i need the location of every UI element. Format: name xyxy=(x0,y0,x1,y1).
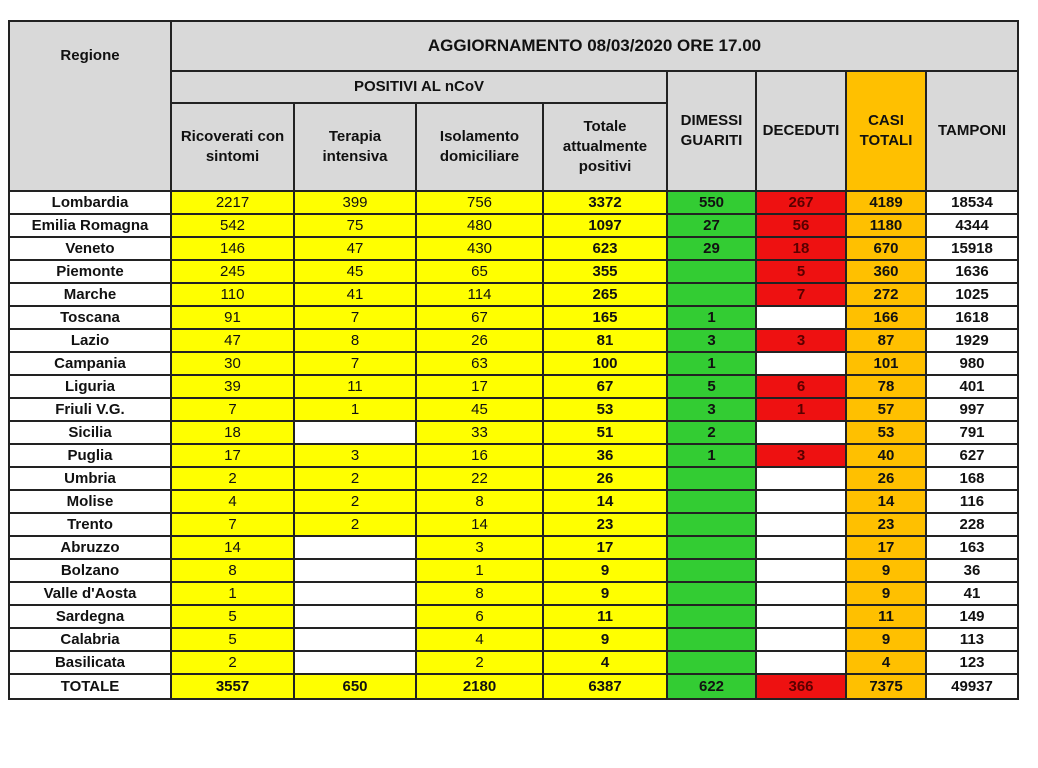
ricoverati-cell: 542 xyxy=(171,214,294,237)
casi-totali-cell: 360 xyxy=(846,260,926,283)
tamponi-cell: 980 xyxy=(926,352,1018,375)
region-cell: Molise xyxy=(9,490,171,513)
deceduti-cell xyxy=(756,421,846,444)
dimessi-cell: 2 xyxy=(667,421,756,444)
totale-positivi-cell: 1097 xyxy=(543,214,667,237)
totale-positivi-cell: 14 xyxy=(543,490,667,513)
tamponi-cell: 997 xyxy=(926,398,1018,421)
header-deceduti: DECEDUTI xyxy=(756,71,846,191)
terapia-cell: 75 xyxy=(294,214,416,237)
casi-totali-cell: 40 xyxy=(846,444,926,467)
tamponi-cell: 15918 xyxy=(926,237,1018,260)
deceduti-cell xyxy=(756,306,846,329)
isolamento-cell: 4 xyxy=(416,628,543,651)
tamponi-cell: 163 xyxy=(926,536,1018,559)
tamponi-cell: 36 xyxy=(926,559,1018,582)
isolamento-cell: 22 xyxy=(416,467,543,490)
header-totale-attualmente: Totale attualmente positivi xyxy=(543,103,667,191)
tamponi-cell: 1618 xyxy=(926,306,1018,329)
casi-totali-cell: 9 xyxy=(846,559,926,582)
table-row xyxy=(9,283,1018,306)
isolamento-cell: 26 xyxy=(416,329,543,352)
region-cell: Toscana xyxy=(9,306,171,329)
dimessi-cell xyxy=(667,283,756,306)
tamponi-cell: 228 xyxy=(926,513,1018,536)
ricoverati-cell: 110 xyxy=(171,283,294,306)
header-isolamento: Isolamento domiciliare xyxy=(416,103,543,191)
terapia-cell: 3 xyxy=(294,444,416,467)
table-row xyxy=(9,536,1018,559)
totale-positivi-cell: 355 xyxy=(543,260,667,283)
region-cell: Piemonte xyxy=(9,260,171,283)
terapia-cell: 2 xyxy=(294,467,416,490)
dimessi-cell: 1 xyxy=(667,444,756,467)
tamponi-cell: 627 xyxy=(926,444,1018,467)
table-row xyxy=(9,605,1018,628)
totale-positivi-cell: 23 xyxy=(543,513,667,536)
ricoverati-cell: 17 xyxy=(171,444,294,467)
deceduti-cell xyxy=(756,536,846,559)
table-row xyxy=(9,490,1018,513)
isolamento-cell: 8 xyxy=(416,582,543,605)
casi-totali-cell: 11 xyxy=(846,605,926,628)
casi-totali-cell: 23 xyxy=(846,513,926,536)
region-cell: Basilicata xyxy=(9,651,171,674)
deceduti-cell xyxy=(756,582,846,605)
tamponi-cell: 1636 xyxy=(926,260,1018,283)
dimessi-cell: 1 xyxy=(667,306,756,329)
isolamento-cell: 67 xyxy=(416,306,543,329)
total-totale-positivi-cell: 6387 xyxy=(543,674,667,699)
totale-positivi-cell: 165 xyxy=(543,306,667,329)
tamponi-cell: 116 xyxy=(926,490,1018,513)
casi-totali-cell: 9 xyxy=(846,582,926,605)
isolamento-cell: 14 xyxy=(416,513,543,536)
terapia-cell: 11 xyxy=(294,375,416,398)
header-terapia: Terapia intensiva xyxy=(294,103,416,191)
ricoverati-cell: 8 xyxy=(171,559,294,582)
totale-positivi-cell: 26 xyxy=(543,467,667,490)
totale-positivi-cell: 11 xyxy=(543,605,667,628)
totale-positivi-cell: 67 xyxy=(543,375,667,398)
totale-positivi-cell: 9 xyxy=(543,628,667,651)
region-cell: Friuli V.G. xyxy=(9,398,171,421)
deceduti-cell: 267 xyxy=(756,191,846,214)
dimessi-cell xyxy=(667,628,756,651)
covid-regional-table xyxy=(8,20,1019,700)
casi-totali-cell: 670 xyxy=(846,237,926,260)
isolamento-cell: 3 xyxy=(416,536,543,559)
terapia-cell xyxy=(294,582,416,605)
dimessi-cell: 1 xyxy=(667,352,756,375)
deceduti-cell xyxy=(756,605,846,628)
total-row xyxy=(9,674,1018,699)
header-ricoverati: Ricoverati con sintomi xyxy=(171,103,294,191)
table-body xyxy=(9,191,1018,674)
dimessi-cell: 27 xyxy=(667,214,756,237)
isolamento-cell: 17 xyxy=(416,375,543,398)
table-row xyxy=(9,260,1018,283)
region-cell: Emilia Romagna xyxy=(9,214,171,237)
header-regione xyxy=(9,21,171,191)
table-row xyxy=(9,329,1018,352)
deceduti-cell: 1 xyxy=(756,398,846,421)
table-row xyxy=(9,628,1018,651)
isolamento-cell: 756 xyxy=(416,191,543,214)
table-row xyxy=(9,421,1018,444)
terapia-cell xyxy=(294,605,416,628)
tamponi-cell: 1025 xyxy=(926,283,1018,306)
deceduti-cell: 5 xyxy=(756,260,846,283)
deceduti-cell xyxy=(756,559,846,582)
casi-totali-cell: 78 xyxy=(846,375,926,398)
dimessi-cell xyxy=(667,260,756,283)
casi-totali-cell: 87 xyxy=(846,329,926,352)
isolamento-cell: 6 xyxy=(416,605,543,628)
casi-totali-cell: 26 xyxy=(846,467,926,490)
total-isolamento-cell: 2180 xyxy=(416,674,543,699)
region-cell: Marche xyxy=(9,283,171,306)
terapia-cell: 41 xyxy=(294,283,416,306)
table-row xyxy=(9,398,1018,421)
casi-totali-cell: 1180 xyxy=(846,214,926,237)
ricoverati-cell: 146 xyxy=(171,237,294,260)
covid-table-container xyxy=(8,20,1019,700)
totale-positivi-cell: 3372 xyxy=(543,191,667,214)
deceduti-cell: 3 xyxy=(756,444,846,467)
ricoverati-cell: 1 xyxy=(171,582,294,605)
total-terapia-cell: 650 xyxy=(294,674,416,699)
isolamento-cell: 430 xyxy=(416,237,543,260)
region-cell: Veneto xyxy=(9,237,171,260)
region-cell: Lazio xyxy=(9,329,171,352)
terapia-cell: 8 xyxy=(294,329,416,352)
region-cell: Sardegna xyxy=(9,605,171,628)
isolamento-cell: 1 xyxy=(416,559,543,582)
casi-totali-cell: 4189 xyxy=(846,191,926,214)
totale-positivi-cell: 100 xyxy=(543,352,667,375)
region-cell: Puglia xyxy=(9,444,171,467)
table-row xyxy=(9,582,1018,605)
casi-totali-cell: 272 xyxy=(846,283,926,306)
ricoverati-cell: 7 xyxy=(171,398,294,421)
tamponi-cell: 18534 xyxy=(926,191,1018,214)
region-cell: Campania xyxy=(9,352,171,375)
ricoverati-cell: 7 xyxy=(171,513,294,536)
table-row xyxy=(9,306,1018,329)
total-ricoverati-cell: 3557 xyxy=(171,674,294,699)
total-tamponi-cell: 49937 xyxy=(926,674,1018,699)
tamponi-cell: 4344 xyxy=(926,214,1018,237)
deceduti-cell: 3 xyxy=(756,329,846,352)
deceduti-cell xyxy=(756,490,846,513)
terapia-cell: 2 xyxy=(294,490,416,513)
deceduti-cell xyxy=(756,352,846,375)
terapia-cell: 399 xyxy=(294,191,416,214)
isolamento-cell: 45 xyxy=(416,398,543,421)
dimessi-cell xyxy=(667,605,756,628)
totale-positivi-cell: 51 xyxy=(543,421,667,444)
header-tamponi: TAMPONI xyxy=(926,71,1018,191)
region-cell: Umbria xyxy=(9,467,171,490)
ricoverati-cell: 30 xyxy=(171,352,294,375)
casi-totali-cell: 57 xyxy=(846,398,926,421)
total-dimessi-cell: 622 xyxy=(667,674,756,699)
deceduti-cell xyxy=(756,651,846,674)
dimessi-cell: 550 xyxy=(667,191,756,214)
header-dimessi: DIMESSI GUARITI xyxy=(667,71,756,191)
region-cell: Liguria xyxy=(9,375,171,398)
ricoverati-cell: 2 xyxy=(171,651,294,674)
tamponi-cell: 123 xyxy=(926,651,1018,674)
dimessi-cell xyxy=(667,582,756,605)
deceduti-cell: 18 xyxy=(756,237,846,260)
dimessi-cell xyxy=(667,536,756,559)
ricoverati-cell: 2217 xyxy=(171,191,294,214)
region-cell: Sicilia xyxy=(9,421,171,444)
tamponi-cell: 41 xyxy=(926,582,1018,605)
header-title: AGGIORNAMENTO 08/03/2020 ORE 17.00 xyxy=(171,21,1018,71)
total-deceduti-cell: 366 xyxy=(756,674,846,699)
terapia-cell xyxy=(294,421,416,444)
header-positivi: POSITIVI AL nCoV xyxy=(171,71,667,103)
dimessi-cell xyxy=(667,513,756,536)
tamponi-cell: 401 xyxy=(926,375,1018,398)
ricoverati-cell: 14 xyxy=(171,536,294,559)
table-row xyxy=(9,214,1018,237)
ricoverati-cell: 18 xyxy=(171,421,294,444)
deceduti-cell xyxy=(756,513,846,536)
region-cell: Calabria xyxy=(9,628,171,651)
terapia-cell xyxy=(294,628,416,651)
table-row xyxy=(9,467,1018,490)
table-row xyxy=(9,191,1018,214)
isolamento-cell: 16 xyxy=(416,444,543,467)
terapia-cell: 7 xyxy=(294,306,416,329)
terapia-cell: 2 xyxy=(294,513,416,536)
deceduti-cell: 6 xyxy=(756,375,846,398)
tamponi-cell: 1929 xyxy=(926,329,1018,352)
isolamento-cell: 2 xyxy=(416,651,543,674)
totale-positivi-cell: 265 xyxy=(543,283,667,306)
total-label: TOTALE xyxy=(9,674,171,699)
terapia-cell: 45 xyxy=(294,260,416,283)
deceduti-cell: 56 xyxy=(756,214,846,237)
dimessi-cell xyxy=(667,559,756,582)
table-row xyxy=(9,651,1018,674)
isolamento-cell: 65 xyxy=(416,260,543,283)
terapia-cell: 1 xyxy=(294,398,416,421)
table-row xyxy=(9,375,1018,398)
header-regione-label: Regione xyxy=(60,47,120,64)
totale-positivi-cell: 17 xyxy=(543,536,667,559)
ricoverati-cell: 245 xyxy=(171,260,294,283)
dimessi-cell: 5 xyxy=(667,375,756,398)
totale-positivi-cell: 623 xyxy=(543,237,667,260)
terapia-cell xyxy=(294,536,416,559)
isolamento-cell: 63 xyxy=(416,352,543,375)
tamponi-cell: 168 xyxy=(926,467,1018,490)
totale-positivi-cell: 4 xyxy=(543,651,667,674)
isolamento-cell: 114 xyxy=(416,283,543,306)
region-cell: Lombardia xyxy=(9,191,171,214)
ricoverati-cell: 39 xyxy=(171,375,294,398)
ricoverati-cell: 4 xyxy=(171,490,294,513)
casi-totali-cell: 53 xyxy=(846,421,926,444)
table-row xyxy=(9,559,1018,582)
tamponi-cell: 149 xyxy=(926,605,1018,628)
dimessi-cell: 29 xyxy=(667,237,756,260)
table-row xyxy=(9,513,1018,536)
region-cell: Trento xyxy=(9,513,171,536)
tamponi-cell: 113 xyxy=(926,628,1018,651)
table-row xyxy=(9,237,1018,260)
ricoverati-cell: 91 xyxy=(171,306,294,329)
ricoverati-cell: 47 xyxy=(171,329,294,352)
ricoverati-cell: 5 xyxy=(171,605,294,628)
dimessi-cell: 3 xyxy=(667,398,756,421)
terapia-cell: 7 xyxy=(294,352,416,375)
casi-totali-cell: 14 xyxy=(846,490,926,513)
isolamento-cell: 8 xyxy=(416,490,543,513)
casi-totali-cell: 4 xyxy=(846,651,926,674)
deceduti-cell xyxy=(756,628,846,651)
totale-positivi-cell: 53 xyxy=(543,398,667,421)
tamponi-cell: 791 xyxy=(926,421,1018,444)
ricoverati-cell: 5 xyxy=(171,628,294,651)
region-cell: Abruzzo xyxy=(9,536,171,559)
deceduti-cell xyxy=(756,467,846,490)
terapia-cell: 47 xyxy=(294,237,416,260)
total-casi-totali-cell: 7375 xyxy=(846,674,926,699)
casi-totali-cell: 101 xyxy=(846,352,926,375)
casi-totali-cell: 17 xyxy=(846,536,926,559)
totale-positivi-cell: 81 xyxy=(543,329,667,352)
dimessi-cell xyxy=(667,651,756,674)
table-row xyxy=(9,444,1018,467)
terapia-cell xyxy=(294,651,416,674)
dimessi-cell xyxy=(667,467,756,490)
totale-positivi-cell: 9 xyxy=(543,582,667,605)
terapia-cell xyxy=(294,559,416,582)
dimessi-cell xyxy=(667,490,756,513)
isolamento-cell: 480 xyxy=(416,214,543,237)
header-casi-totali: CASI TOTALI xyxy=(846,71,926,191)
deceduti-cell: 7 xyxy=(756,283,846,306)
isolamento-cell: 33 xyxy=(416,421,543,444)
table-row xyxy=(9,352,1018,375)
region-cell: Valle d'Aosta xyxy=(9,582,171,605)
totale-positivi-cell: 9 xyxy=(543,559,667,582)
region-cell: Bolzano xyxy=(9,559,171,582)
totale-positivi-cell: 36 xyxy=(543,444,667,467)
casi-totali-cell: 9 xyxy=(846,628,926,651)
dimessi-cell: 3 xyxy=(667,329,756,352)
casi-totali-cell: 166 xyxy=(846,306,926,329)
ricoverati-cell: 2 xyxy=(171,467,294,490)
